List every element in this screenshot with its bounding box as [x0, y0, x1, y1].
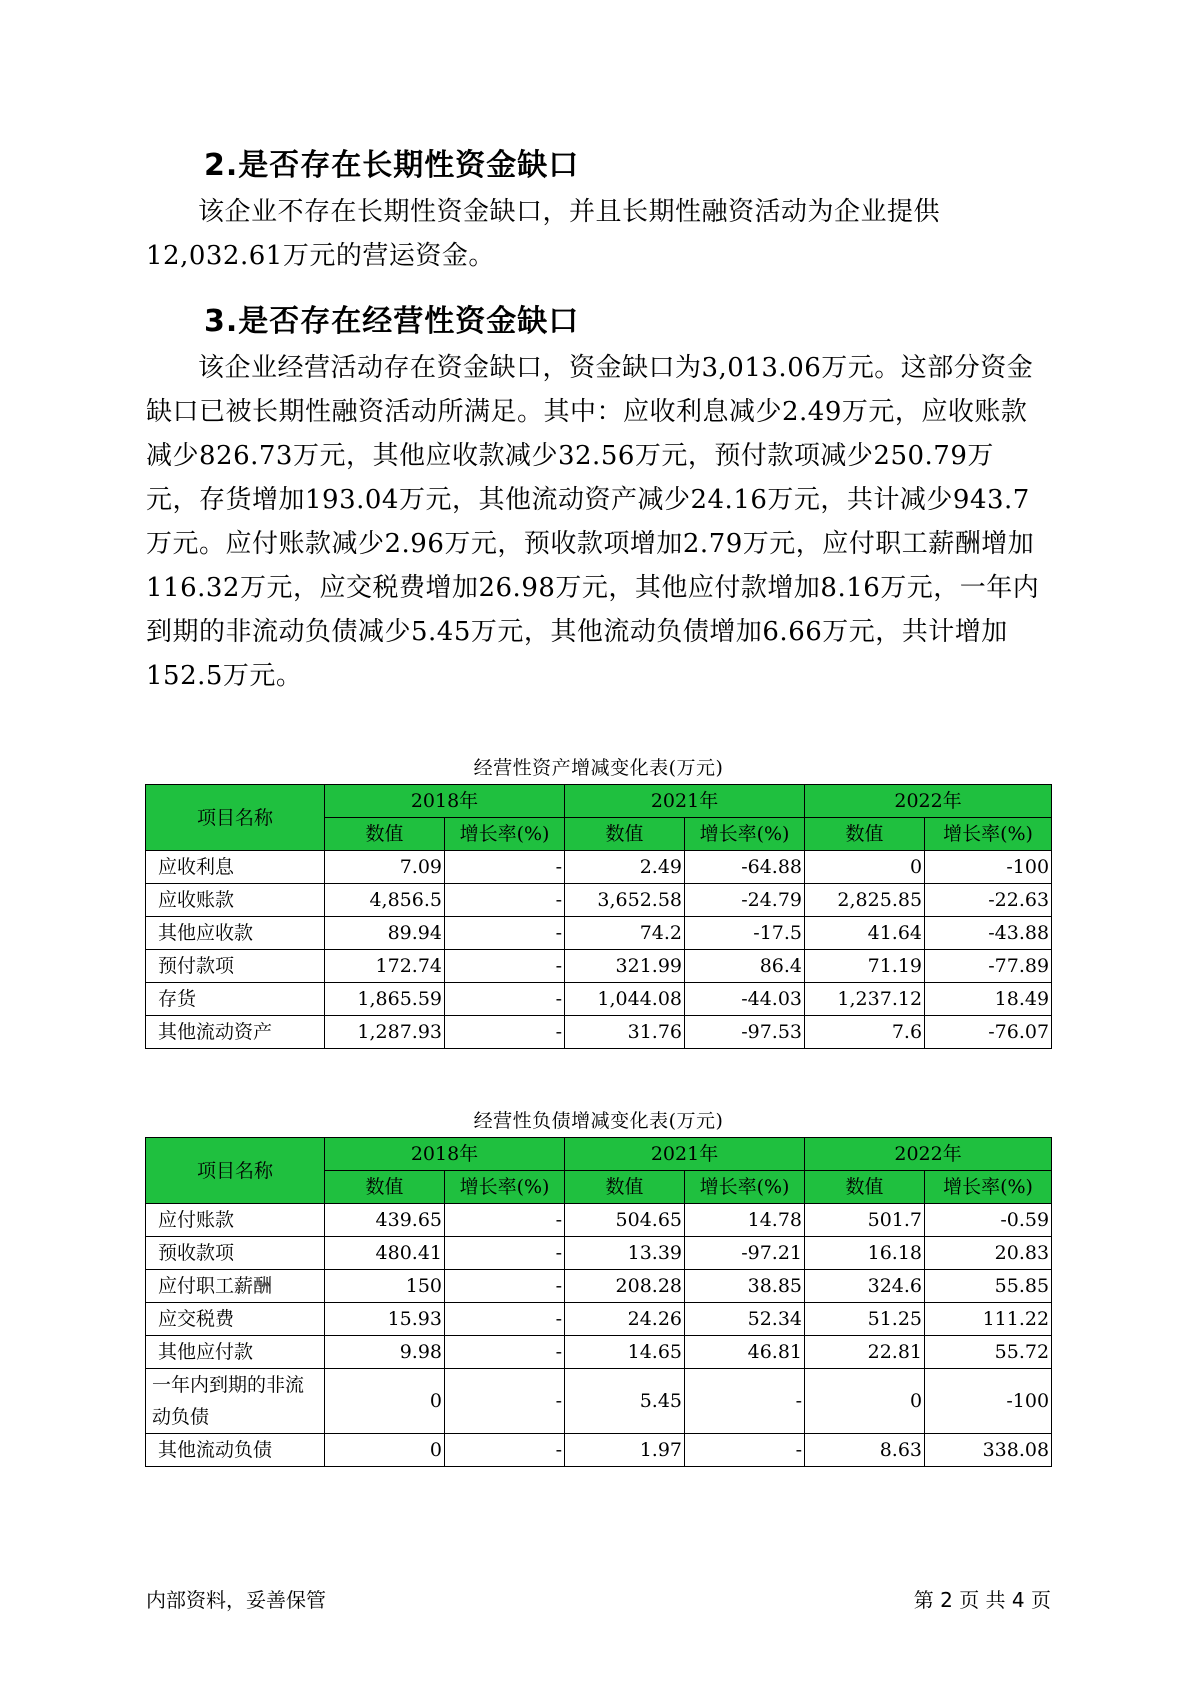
value-cell: 71.19 — [805, 950, 925, 983]
table-row — [146, 1270, 1052, 1303]
row-label: 一年内到期的非流动负债 — [146, 1369, 325, 1434]
growth-cell: 111.22 — [925, 1303, 1052, 1336]
table-row — [146, 1336, 1052, 1369]
value-cell: 74.2 — [565, 917, 685, 950]
section-3-heading: 3.是否存在经营性资金缺口 — [204, 304, 580, 339]
table-row — [146, 983, 1052, 1016]
row-label: 应交税费 — [146, 1303, 325, 1336]
growth-cell: 55.72 — [925, 1336, 1052, 1369]
growth-cell: -97.21 — [685, 1237, 805, 1270]
row-label: 其他流动资产 — [146, 1016, 325, 1049]
row-label: 应付职工薪酬 — [146, 1270, 325, 1303]
col-header-value: 数值 — [325, 1171, 445, 1204]
value-cell: 2.49 — [565, 851, 685, 884]
value-cell: 31.76 — [565, 1016, 685, 1049]
row-label: 应付账款 — [146, 1204, 325, 1237]
table-row — [146, 917, 1052, 950]
growth-cell: 14.78 — [685, 1204, 805, 1237]
growth-cell: 38.85 — [685, 1270, 805, 1303]
table-row — [146, 884, 1052, 917]
growth-cell: - — [445, 1204, 565, 1237]
growth-cell: 55.85 — [925, 1270, 1052, 1303]
assets-table-caption: 经营性资产增减变化表(万元) — [473, 757, 724, 779]
growth-cell: -64.88 — [685, 851, 805, 884]
value-cell: 1.97 — [565, 1434, 685, 1467]
footer-note: 内部资料，妥善保管 — [146, 1588, 326, 1612]
value-cell: 1,044.08 — [565, 983, 685, 1016]
value-cell: 172.74 — [325, 950, 445, 983]
page-number: 第 2 页 共 4 页 — [913, 1588, 1051, 1612]
value-cell: 8.63 — [805, 1434, 925, 1467]
col-header-growth: 增长率(%) — [925, 1171, 1052, 1204]
growth-cell: 46.81 — [685, 1336, 805, 1369]
growth-cell: -100 — [925, 1369, 1052, 1434]
growth-cell: 18.49 — [925, 983, 1052, 1016]
col-header-name: 项目名称 — [146, 1138, 325, 1204]
value-cell: 439.65 — [325, 1204, 445, 1237]
growth-cell: -0.59 — [925, 1204, 1052, 1237]
section-2-body: 该企业不存在长期性资金缺口，并且长期性融资活动为企业提供12,032.61万元的营运资金。 — [146, 197, 941, 271]
value-cell: 4,856.5 — [325, 884, 445, 917]
assets-table-body — [146, 851, 1052, 1049]
table-row — [146, 950, 1052, 983]
section-3-body: 该企业经营活动存在资金缺口，资金缺口为3,013.06万元。这部分资金缺口已被长期性融资活动所满足。其中：应收利息减少2.49万元，应收账款减少826.73万元，其他应收款减少32.56万元，预付款项减少250.79万元，存货增加193.04万元，其他流动资产减少24.16万元，共计减少943.7万元。应付账款减少2.96万元，预收款项增加2.79万元，应付职工薪酬增加116.32万元，应交税费增加26.98万元，其他应付款增加8.16万元，一年内到期的非流动负债减少5.45万元，其他流动负债增加6.66万元，共计增加152.5万元。 — [146, 353, 1040, 691]
value-cell: 208.28 — [565, 1270, 685, 1303]
value-cell: 5.45 — [565, 1369, 685, 1434]
col-header-growth: 增长率(%) — [685, 818, 805, 851]
growth-cell: - — [685, 1369, 805, 1434]
col-header-value: 数值 — [805, 818, 925, 851]
growth-cell: - — [445, 1369, 565, 1434]
row-label: 应收账款 — [146, 884, 325, 917]
table-row — [146, 1204, 1052, 1237]
value-cell: 13.39 — [565, 1237, 685, 1270]
col-header-growth: 增长率(%) — [685, 1171, 805, 1204]
growth-cell: - — [445, 851, 565, 884]
growth-cell: -24.79 — [685, 884, 805, 917]
table-row — [146, 1434, 1052, 1467]
col-header-value: 数值 — [805, 1171, 925, 1204]
growth-cell: - — [445, 884, 565, 917]
section-2-heading: 2.是否存在长期性资金缺口 — [204, 148, 580, 183]
col-header-year: 2021年 — [565, 785, 805, 818]
col-header-value: 数值 — [565, 1171, 685, 1204]
value-cell: 0 — [325, 1369, 445, 1434]
assets-table — [145, 784, 1052, 1049]
growth-cell: - — [445, 1336, 565, 1369]
value-cell: 22.81 — [805, 1336, 925, 1369]
growth-cell: - — [445, 983, 565, 1016]
growth-cell: - — [445, 1303, 565, 1336]
value-cell: 15.93 — [325, 1303, 445, 1336]
value-cell: 14.65 — [565, 1336, 685, 1369]
col-header-year: 2022年 — [805, 1138, 1052, 1171]
growth-cell: -76.07 — [925, 1016, 1052, 1049]
value-cell: 89.94 — [325, 917, 445, 950]
col-header-value: 数值 — [565, 818, 685, 851]
growth-cell: - — [685, 1434, 805, 1467]
growth-cell: -17.5 — [685, 917, 805, 950]
col-header-year: 2021年 — [565, 1138, 805, 1171]
table-row — [146, 1237, 1052, 1270]
table-row — [146, 851, 1052, 884]
row-label: 应收利息 — [146, 851, 325, 884]
row-label: 其他应付款 — [146, 1336, 325, 1369]
growth-cell: - — [445, 950, 565, 983]
value-cell: 41.64 — [805, 917, 925, 950]
col-header-value: 数值 — [325, 818, 445, 851]
table-row — [146, 1369, 1052, 1434]
value-cell: 150 — [325, 1270, 445, 1303]
row-label: 其他流动负债 — [146, 1434, 325, 1467]
value-cell: 0 — [805, 1369, 925, 1434]
row-label: 其他应收款 — [146, 917, 325, 950]
growth-cell: -44.03 — [685, 983, 805, 1016]
value-cell: 0 — [805, 851, 925, 884]
growth-cell: - — [445, 917, 565, 950]
value-cell: 7.6 — [805, 1016, 925, 1049]
value-cell: 51.25 — [805, 1303, 925, 1336]
growth-cell: 338.08 — [925, 1434, 1052, 1467]
table-row — [146, 1303, 1052, 1336]
col-header-year: 2018年 — [325, 1138, 565, 1171]
growth-cell: -22.63 — [925, 884, 1052, 917]
col-header-name: 项目名称 — [146, 785, 325, 851]
value-cell: 501.7 — [805, 1204, 925, 1237]
value-cell: 1,287.93 — [325, 1016, 445, 1049]
col-header-growth: 增长率(%) — [925, 818, 1052, 851]
row-label: 预收款项 — [146, 1237, 325, 1270]
value-cell: 1,865.59 — [325, 983, 445, 1016]
value-cell: 0 — [325, 1434, 445, 1467]
growth-cell: - — [445, 1434, 565, 1467]
growth-cell: - — [445, 1016, 565, 1049]
value-cell: 7.09 — [325, 851, 445, 884]
value-cell: 324.6 — [805, 1270, 925, 1303]
value-cell: 3,652.58 — [565, 884, 685, 917]
col-header-growth: 增长率(%) — [445, 1171, 565, 1204]
value-cell: 16.18 — [805, 1237, 925, 1270]
value-cell: 1,237.12 — [805, 983, 925, 1016]
table-row — [146, 1016, 1052, 1049]
col-header-year: 2018年 — [325, 785, 565, 818]
growth-cell: - — [445, 1237, 565, 1270]
growth-cell: -97.53 — [685, 1016, 805, 1049]
growth-cell: -77.89 — [925, 950, 1052, 983]
growth-cell: -100 — [925, 851, 1052, 884]
value-cell: 480.41 — [325, 1237, 445, 1270]
value-cell: 9.98 — [325, 1336, 445, 1369]
growth-cell: 20.83 — [925, 1237, 1052, 1270]
growth-cell: 52.34 — [685, 1303, 805, 1336]
col-header-growth: 增长率(%) — [445, 818, 565, 851]
value-cell: 504.65 — [565, 1204, 685, 1237]
row-label: 存货 — [146, 983, 325, 1016]
growth-cell: - — [445, 1270, 565, 1303]
col-header-year: 2022年 — [805, 785, 1052, 818]
liabilities-table-body — [146, 1204, 1052, 1467]
value-cell: 24.26 — [565, 1303, 685, 1336]
growth-cell: -43.88 — [925, 917, 1052, 950]
liabilities-table — [145, 1137, 1052, 1467]
value-cell: 321.99 — [565, 950, 685, 983]
row-label: 预付款项 — [146, 950, 325, 983]
growth-cell: 86.4 — [685, 950, 805, 983]
liabilities-table-caption: 经营性负债增减变化表(万元) — [473, 1110, 724, 1132]
value-cell: 2,825.85 — [805, 884, 925, 917]
